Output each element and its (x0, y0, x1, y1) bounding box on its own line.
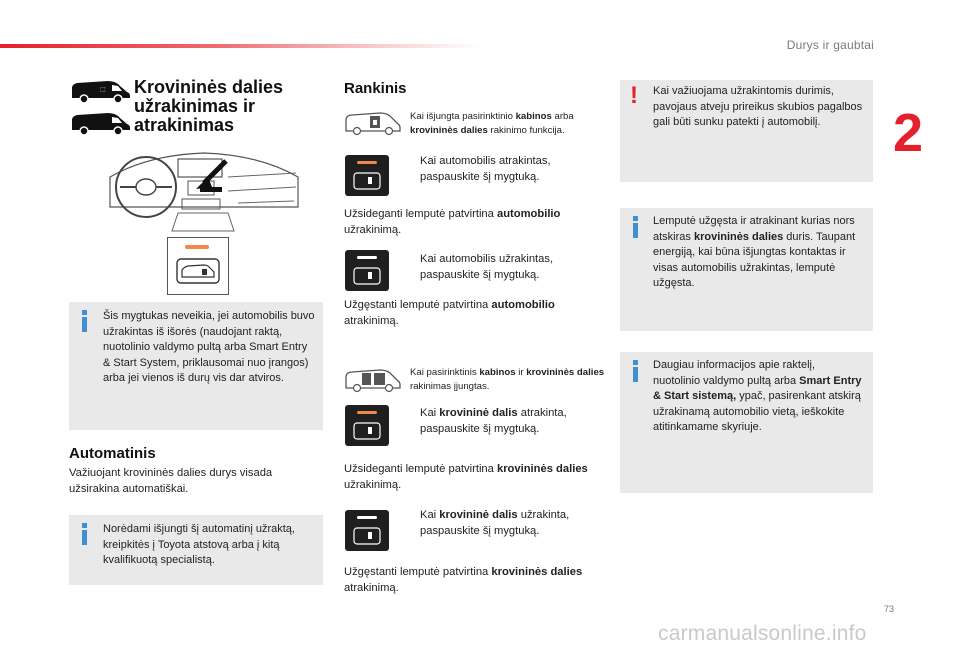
van-icon (70, 110, 132, 136)
lamp-indicator (357, 516, 377, 519)
mode1-text: Kai išjungta pasirinktinio kabinos arba krovininės dalies rakinimo funkcija. (410, 111, 574, 136)
van-outline-icon (344, 367, 402, 393)
section-title: Durys ir gaubtai (786, 38, 874, 52)
info-note-text: Daugiau informacijos apie raktelį, nuotolinio valdymo pultą arba Smart Entry & Start sistemą, ypač, pasirenkant atskirą užrakinamą automobilio vietą, ieškokite atitinkamame skyriuje. (653, 359, 862, 433)
lock-button-icon (353, 527, 381, 545)
info-icon (80, 523, 90, 545)
lamp-indicator (357, 161, 377, 164)
lock-button-icon (176, 258, 220, 284)
info-note-text: Norėdami išjungti šį automatinį užraktą, kreipkitės į Toyota atstovą arba į kitą kvalifikuotą specialistą. (103, 523, 295, 566)
lock-button-icon (353, 422, 381, 440)
step3-text: Kai krovininė dalis atrakinta, paspauskite šį mygtuką. (420, 407, 567, 435)
info-note (620, 352, 873, 493)
info-note (69, 302, 323, 430)
dashboard-illustration (108, 147, 300, 233)
result2-text: Užgęstanti lemputė patvirtina automobilio atrakinimą. (344, 299, 555, 327)
lock-button-lamp-on (345, 155, 389, 196)
result1-text: Užsideganti lemputė patvirtina automobilio užrakinimą. (344, 208, 561, 236)
mode2-text: Kai pasirinktinis kabinos ir krovininės dalies rakinimas įjungtas. (410, 367, 605, 392)
info-note (69, 515, 323, 585)
lock-button-lamp-off (345, 250, 389, 291)
lamp-indicator (357, 411, 377, 414)
lamp-indicator (185, 245, 209, 249)
info-note (620, 208, 873, 331)
lock-button-icon (353, 172, 381, 190)
info-note-text: Lemputė užgęsta ir atrakinant kurias nors atskiras krovininės dalies duris. Taupant energiją, kai būna išjungtas kontaktas ir visas automobilis užrakintas, lemputė užgęsta. (653, 215, 856, 289)
info-icon (80, 310, 90, 332)
lock-button-icon (353, 267, 381, 285)
lamp-indicator (357, 256, 377, 259)
page-number: 73 (883, 604, 894, 614)
main-title: Krovininės dalies užrakinimas ir atrakinimas (134, 77, 284, 135)
info-icon (631, 216, 641, 238)
watermark: carmanualsonline.info (658, 622, 867, 645)
info-icon (631, 360, 641, 382)
van-icon (70, 78, 132, 104)
auto-text: Važiuojant krovininės dalies durys visada užsirakina automatiškai. (69, 467, 273, 495)
top-accent-bar (0, 44, 480, 48)
svg-text:⬚: ⬚ (100, 87, 106, 93)
step1-text: Kai automobilis atrakintas, paspauskite šį mygtuką. (420, 155, 551, 183)
lock-button-closeup (167, 237, 229, 295)
chapter-number: 2 (893, 103, 924, 163)
result4-text: Užgęstanti lemputė patvirtina krovininės dalies atrakinimą. (344, 566, 583, 594)
warning-note (620, 80, 873, 182)
info-note-text: Šis mygtukas neveikia, jei automobilis buvo užrakintas iš išorės (naudojant raktą, nuotolinio valdymo pultą arba Smart Entry & Start System, priklausomai nuo įrangos) arba jei vienos iš durų vis dar atviros. (103, 310, 315, 384)
warning-icon: ! (630, 82, 638, 109)
van-outline-icon (344, 110, 402, 136)
step2-text: Kai automobilis užrakintas, paspauskite šį mygtuką. (420, 253, 554, 281)
warning-text: Kai važiuojama užrakintomis durimis, pavojaus atveju prireikus skubios pagalbos gali būti sunku patekti į automobilį. (653, 85, 863, 128)
manual-heading: Rankinis (344, 80, 407, 97)
auto-heading: Automatinis (69, 445, 156, 462)
step4-text: Kai krovininė dalis užrakinta, paspauskite šį mygtuką. (420, 509, 570, 537)
lock-button-lamp-off (345, 510, 389, 551)
lock-button-lamp-on (345, 405, 389, 446)
result3-text: Užsideganti lemputė patvirtina krovininės dalies užrakinimą. (344, 463, 588, 491)
